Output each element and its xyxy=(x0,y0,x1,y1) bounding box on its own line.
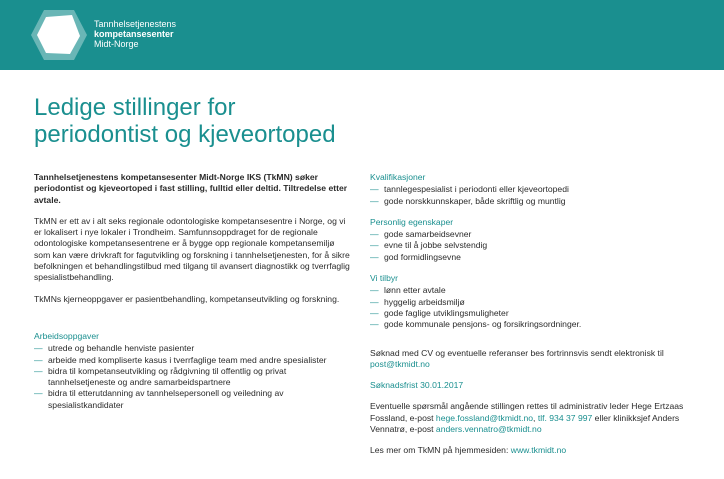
personal-heading: Personlig egenskaper xyxy=(370,216,454,227)
contact-text-1: Eventuelle spørsmål angående stillingen rettes til administrativ leder Hege Ertzaas Fossland, e-post xyxy=(370,401,684,423)
apply-text: Søknad med CV og eventuelle referanser bes fortrinnsvis sendt elektronisk til xyxy=(370,347,664,358)
apply-paragraph xyxy=(370,348,700,371)
contact-email-1-link[interactable]: hege.fossland@tkmidt.no xyxy=(435,412,534,423)
list-item: — hyggelig arbeidsmiljø xyxy=(370,297,700,308)
list-item: — lønn etter avtale xyxy=(370,285,700,296)
offer-heading: Vi tilbyr xyxy=(370,273,399,284)
org-name xyxy=(94,19,176,49)
website-link[interactable]: www.tkmidt.no xyxy=(510,445,567,456)
offer-list xyxy=(370,285,700,330)
contact-email-2-link[interactable]: anders.vennatro@tkmidt.no xyxy=(435,424,542,435)
list-item: — gode kommunale pensjons- og forsikringsordninger. xyxy=(370,319,700,330)
about-paragraph: TkMN er ett av i alt seks regionale odontologiske kompetansesentre i Norge, og vi er lokalisert i nye lokaler i Trondheim. Samfunnsoppdraget for de regionale odontologiske kompetansesentrene er å bygge opp regionale kompetansemiljø som kan være drivkraft for fagutvikling og forskning i tannhelsetjenesten, for å sikre befolkningen et behandlingstilbud med tilgang til avansert diagnostikk og tverrfaglig spesialistbehandling. xyxy=(34,215,350,283)
page-title xyxy=(34,94,454,148)
personal-list xyxy=(370,229,700,263)
org-line-1: Tannhelsetjenestens xyxy=(94,19,177,29)
list-item: — gode faglige utviklingsmuligheter xyxy=(370,308,700,319)
contact-phone-link[interactable]: tlf. 934 37 997 xyxy=(537,412,593,423)
hexagon-logo-icon xyxy=(30,8,88,62)
deadline: Søknadsfrist 30.01.2017 xyxy=(370,380,464,391)
right-column xyxy=(370,172,700,467)
org-line-3: Midt-Norge xyxy=(94,39,139,49)
more-text: Les mer om TkMN på hjemmesiden: xyxy=(370,445,511,456)
list-item: — bidra til kompetanseutvikling og rådgivning til offentlig og privat tannhelsetjeneste og andre samarbeidspartnere xyxy=(34,366,352,389)
header-banner xyxy=(0,0,724,70)
left-column xyxy=(34,172,352,411)
contact-separator: , xyxy=(533,412,538,423)
list-item: — utrede og behandle henviste pasienter xyxy=(34,343,352,354)
list-item: — tannlegespesialist i periodonti eller kjeveortopedi xyxy=(370,184,700,195)
intro-paragraph: Tannhelsetjenestens kompetansesenter Midt-Norge IKS (TkMN) søker periodontist og kjeveortoped i fast stilling, fulltid eller deltid. Tiltredelse etter avtale. xyxy=(34,172,348,205)
qualifications-heading: Kvalifikasjoner xyxy=(370,172,426,182)
list-item: — bidra til etterutdanning av tannhelsepersonell og veiledning av spesialistkandidater xyxy=(34,388,352,411)
contact-text-2: eller klinikksjef Anders Vennatrø, e-post xyxy=(370,412,680,435)
core-tasks-paragraph: TkMNs kjerneoppgaver er pasientbehandling, kompetanseutvikling og forskning. xyxy=(34,293,340,304)
title-line-2: periodontist og kjeveortoped xyxy=(34,121,336,148)
title-line-1: Ledige stillinger for xyxy=(34,94,236,121)
contact-paragraph xyxy=(370,401,700,435)
list-item: — gode norskkunnskaper, både skriftlig og muntlig xyxy=(370,196,700,207)
list-item: — arbeide med kompliserte kasus i tverrfaglige team med andre spesialister xyxy=(34,355,352,366)
qualifications-list xyxy=(370,184,700,207)
list-item: — god formidlingsevne xyxy=(370,252,700,263)
more-info-paragraph xyxy=(370,445,700,456)
list-item: — gode samarbeidsevner xyxy=(370,229,700,240)
org-line-2: kompetansesenter xyxy=(94,29,174,39)
tasks-heading: Arbeidsoppgaver xyxy=(34,330,99,341)
tasks-list xyxy=(34,343,352,411)
list-item: — evne til å jobbe selvstendig xyxy=(370,240,700,251)
apply-email-link[interactable]: post@tkmidt.no xyxy=(370,358,430,369)
